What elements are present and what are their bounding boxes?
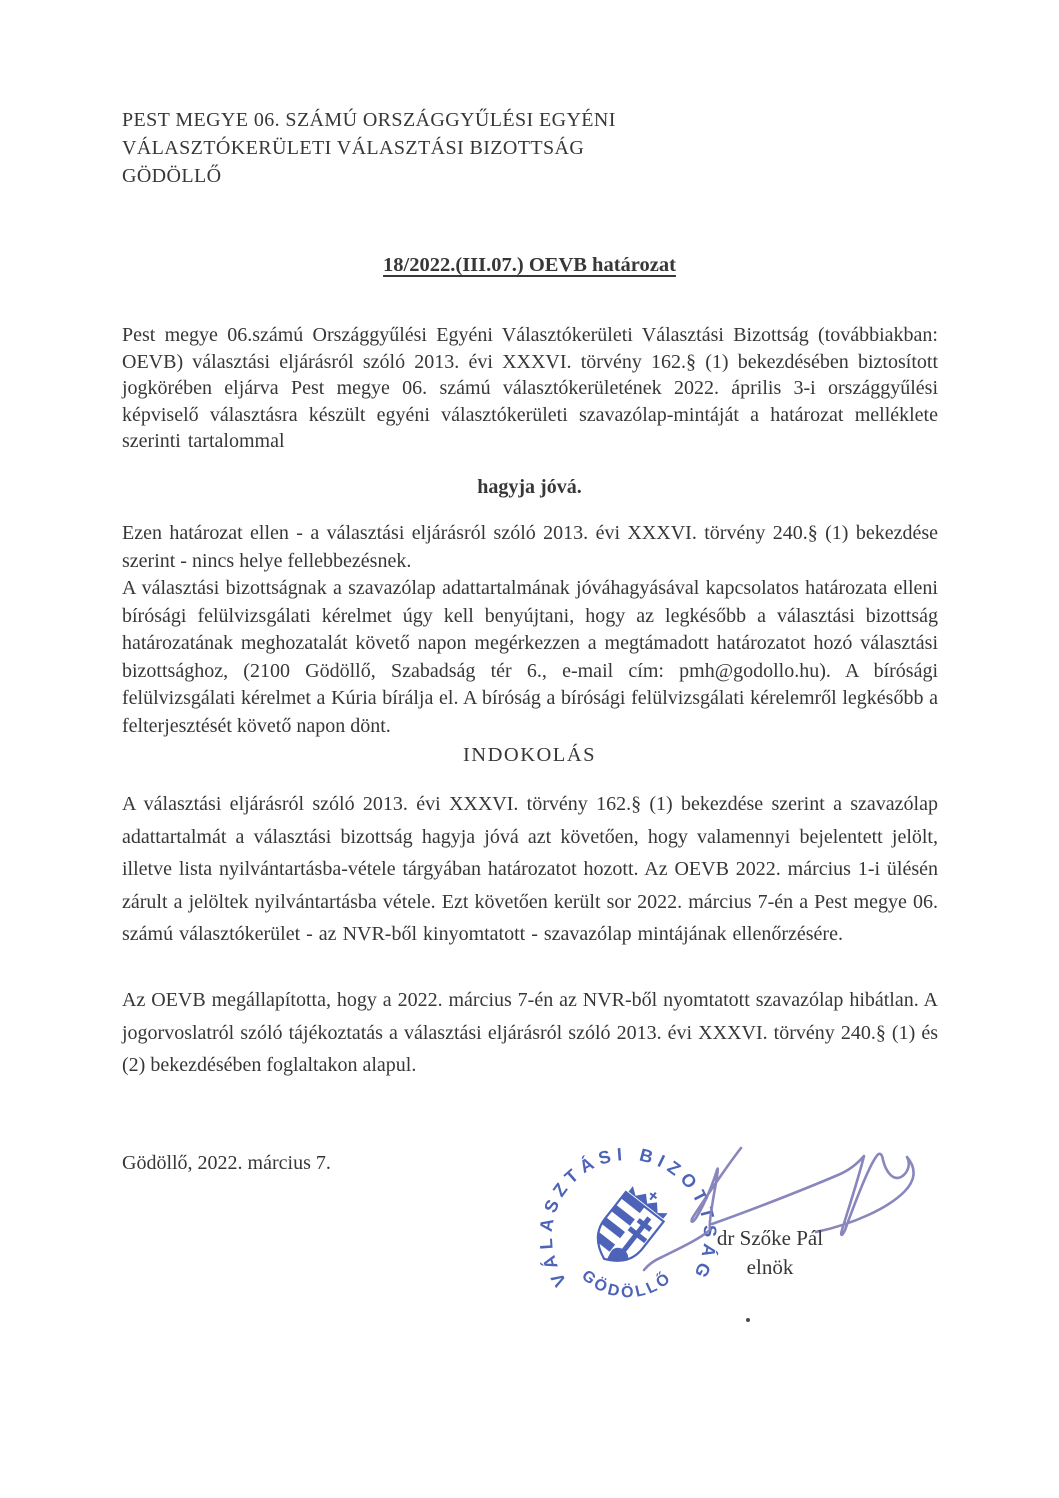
stamp-arc-text-bottom: GÖDÖLLŐ <box>578 1267 676 1302</box>
appeal-section <box>122 520 938 740</box>
date-line: Gödöllő, 2022. március 7. <box>122 1152 331 1174</box>
decision-title-text: 18/2022.(III.07.) OEVB határozat <box>383 254 676 276</box>
letterhead-line-1: PEST MEGYE 06. SZÁMÚ ORSZÁGGYŰLÉSI EGYÉNI <box>122 109 616 131</box>
appeal-paragraph-1: Ezen határozat ellen - a választási eljárásról szóló 2013. évi XXXVI. törvény 240.§ (1) bekezdése szerint - nincs helye fellebbezésnek. <box>122 522 938 572</box>
reasoning-heading: INDOKOLÁS <box>462 744 597 766</box>
signature-stroke-1 <box>692 1148 741 1230</box>
signatory-block <box>700 1224 840 1282</box>
signatory-role: elnök <box>746 1255 794 1279</box>
letterhead-line-2: VÁLASZTÓKERÜLETI VÁLASZTÁSI BIZOTTSÁG <box>122 137 585 159</box>
signature-dot <box>746 1318 750 1322</box>
letterhead-line-3: GÖDÖLLŐ <box>122 165 222 187</box>
stamp-arc-text-top: VÁLASZTÁSI BIZOTTSÁG <box>535 1143 721 1291</box>
decision-clause: hagyja jóvá. <box>477 476 582 498</box>
reasoning-paragraph-2: Az OEVB megállapította, hogy a 2022. március 7-én az NVR-ből nyomtatott szavazólap hibátlan. A jogorvoslatról szóló tájékoztatás a választási eljárásról szóló 2013. évi XXXVI. törvény 240.§ (1) és (2) bekezdésében foglaltakon alapul. <box>122 989 938 1076</box>
intro-paragraph: Pest megye 06.számú Országgyűlési Egyéni Választókerületi Választási Bizottság (továbbiakban: OEVB) választási eljárásról szóló 2013. évi XXXVI. törvény 162.§ (1) bekezdésében biztosított jogkörében eljárva Pest megye 06. számú választókerületének 2022. április 3-i országgyűlési képviselő választásra készült egyéni választókerületi szavazólap-mintáját a határozat melléklete szerinti tartalommal <box>122 324 938 452</box>
letterhead <box>122 106 822 190</box>
signature-stroke-3 <box>712 1154 914 1235</box>
signatory-name: dr Szőke Pál <box>716 1226 824 1250</box>
appeal-paragraph-2: A választási bizottságnak a szavazólap adattartalmának jóváhagyásával kapcsolatos határozata elleni bírósági felülvizsgálati kérelmet úgy kell benyújtani, hogy az legkésőbb a választási bizottság határozatának meghozatalát követő napon megérkezzen a megtámadott határozatot hozó választási bizottsághoz, (2100 Gödöllő, Szabadság tér 6., e-mail cím: pmh@godollo.hu). A bírósági felülvizsgálati kérelmet a Kúria bírálja el. A bíróság a bírósági felülvizsgálati kérelemről legkésőbb a felterjesztését követő napon dönt. <box>122 577 938 737</box>
reasoning-paragraph-1: A választási eljárásról szóló 2013. évi XXXVI. törvény 162.§ (1) bekezdése szerint a szavazólap adattartalmát a választási bizottság hagyja jóvá azt követően, hogy valamennyi bejelentett jelölt, illetve lista nyilvántartásba-vétele tárgyában határozatot hozott. Az OEVB 2022. március 1-i ülésén zárult a jelöltek nyilvántartásba vétele. Ezt követően került sor 2022. március 7-én a Pest megye 06. számú választókerület - az NVR-ből kinyomtatott - szavazólap mintájának ellenőrzésére. <box>122 793 938 945</box>
decision-title <box>0 254 1059 277</box>
